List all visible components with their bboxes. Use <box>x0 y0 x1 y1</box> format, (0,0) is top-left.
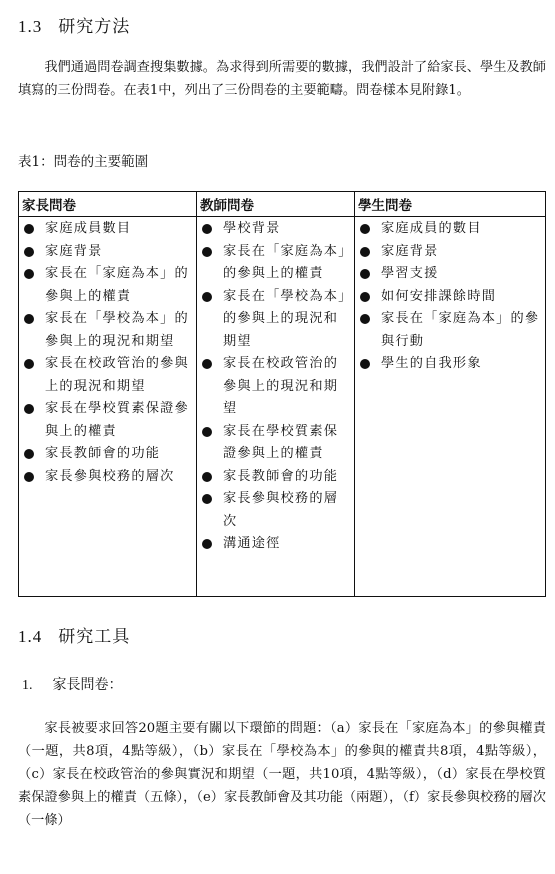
subsection-number: 1. <box>22 678 33 693</box>
section-title: 研究工具 <box>58 627 131 647</box>
list-item: 家長教師會的功能 <box>45 443 194 466</box>
table-header-row <box>19 192 546 217</box>
list-item: 家長在「學校為本」的參與上的現況和期望 <box>45 308 194 353</box>
list-item: 家長在學校質素保證參與上的權責 <box>223 421 352 466</box>
header-student: 學生問卷 <box>355 192 546 217</box>
table-caption: 表1：問卷的主要範圍 <box>18 154 149 170</box>
list-item: 如何安排課餘時間 <box>381 286 543 309</box>
intro-paragraph: 我們通過問卷調查搜集數據。為求得到所需要的數據，我們設計了給家長、學生及教師填寫的三份問卷。在表1中，列出了三份問卷的主要範疇。問卷樣本見附錄1。 <box>18 60 546 98</box>
section-number: 1.4 <box>18 627 43 646</box>
student-item-list <box>355 217 545 376</box>
list-item: 家長在「家庭為本」的參與行動 <box>381 308 543 353</box>
list-item: 家長參與校務的層次 <box>223 488 352 533</box>
list-item: 家庭背景 <box>45 241 194 264</box>
section-number: 1.3 <box>18 17 43 36</box>
parent-questionnaire-block <box>18 717 546 832</box>
intro-paragraph-block <box>18 56 546 102</box>
section-heading-1-3 <box>18 12 130 37</box>
questionnaire-scope-table <box>18 191 546 597</box>
table-body-row <box>19 217 546 597</box>
list-item: 家長參與校務的層次 <box>45 466 194 489</box>
list-item: 學習支援 <box>381 263 543 286</box>
teacher-item-list <box>197 217 354 556</box>
header-parent: 家長問卷 <box>19 192 197 217</box>
list-item: 家長在校政管治的參與上的現況和期望 <box>223 353 352 421</box>
section-title: 研究方法 <box>58 17 131 37</box>
list-item: 家庭成員的數目 <box>381 218 543 241</box>
header-teacher: 教師問卷 <box>197 192 355 217</box>
list-item: 家長在「家庭為本」的參與上的權責 <box>45 263 194 308</box>
list-item: 學校背景 <box>223 218 352 241</box>
list-item: 家庭成員數目 <box>45 218 194 241</box>
section-heading-1-4 <box>18 622 130 647</box>
list-item: 家庭背景 <box>381 241 543 264</box>
student-column <box>355 217 546 597</box>
list-item: 家長教師會的功能 <box>223 466 352 489</box>
list-item: 家長在校政管治的參與上的現況和期望 <box>45 353 194 398</box>
parent-item-list <box>19 217 196 488</box>
list-item: 學生的自我形象 <box>381 353 543 376</box>
subsection-title: 家長問卷： <box>52 677 123 693</box>
parent-questionnaire-paragraph: 家長被要求回答20題主要有關以下環節的問題：（a）家長在「家庭為本」的參與權責（一題，共8項，4點等級），（b）家長在「學校為本」的參與的權責共8項，4點等級），（c）家長在校政管治的參與實況和期望（一題，共10項，4點等級），（d）家長在學校質素保證參與上的權責（五條），（e）家長教師會及其功能（兩題），（f）家長參與校務的層次（一條） <box>18 721 546 828</box>
list-item: 家長在「家庭為本」的參與上的權責 <box>223 241 352 286</box>
parent-column <box>19 217 197 597</box>
list-item: 家長在學校質素保證參與上的權責 <box>45 398 194 443</box>
subsection-heading-1 <box>22 674 123 694</box>
list-item: 溝通途徑 <box>223 533 352 556</box>
teacher-column <box>197 217 355 597</box>
list-item: 家長在「學校為本」的參與上的現況和期望 <box>223 286 352 354</box>
